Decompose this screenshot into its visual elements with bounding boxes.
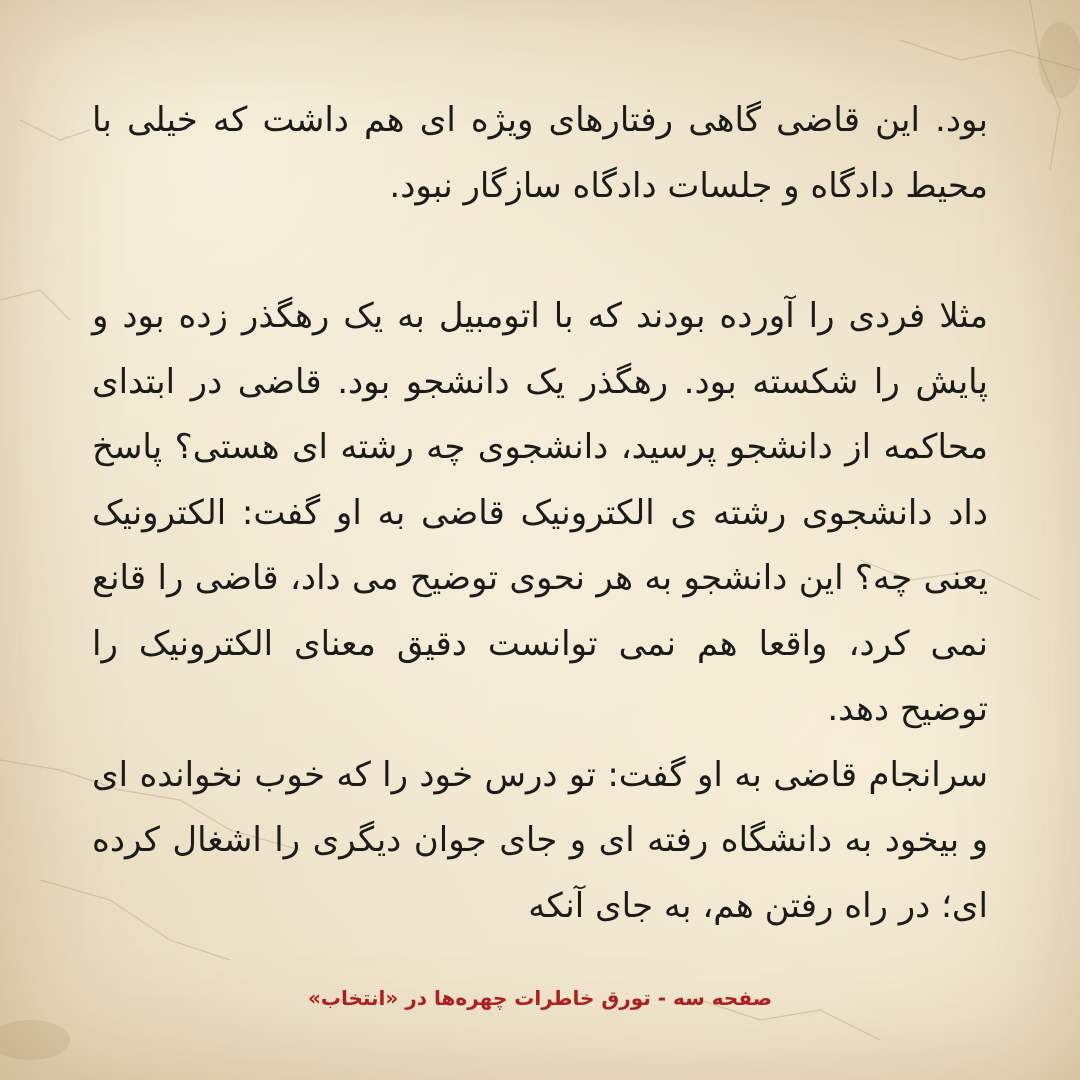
source-caption: صفحه سه - تورق خاطرات چهره‌ها در «انتخاب» [307,986,773,1010]
article-text [92,88,988,939]
paragraph-1: بود. این قاضی گاهی رفتارهای ویژه ای هم داشت که خیلی با محیط دادگاه و جلسات دادگاه سازگار نبود. [92,100,988,206]
paragraph-3: سرانجام قاضی به او گفت: تو درس خود را که خوب نخوانده ای و بیخود به دانشگاه رفته ای و جای جوان دیگری را اشغال کرده ای؛ در راه رفتن هم، به جای آنکه [92,754,988,926]
paragraph-2: مثلا فردی را آورده بودند که با اتومبیل به یک رهگذر زده بود و پایش را شکسته بود. رهگذر یک دانشجو بود. قاضی در ابتدای محاکمه از دانشجو پرسید، دانشجوی چه رشته ای هستی؟ پاسخ داد دانشجوی رشته ی الکترونیک قاضی به او گفت: الکترونیک یعنی چه؟ این دانشجو به هر نحوی توضیح می داد، قاضی را قانع نمی کرد، واقعا هم نمی توانست دقیق معنای الکترونیک را توضیح دهد. [92,296,988,729]
paragraph-spacer [92,219,988,284]
